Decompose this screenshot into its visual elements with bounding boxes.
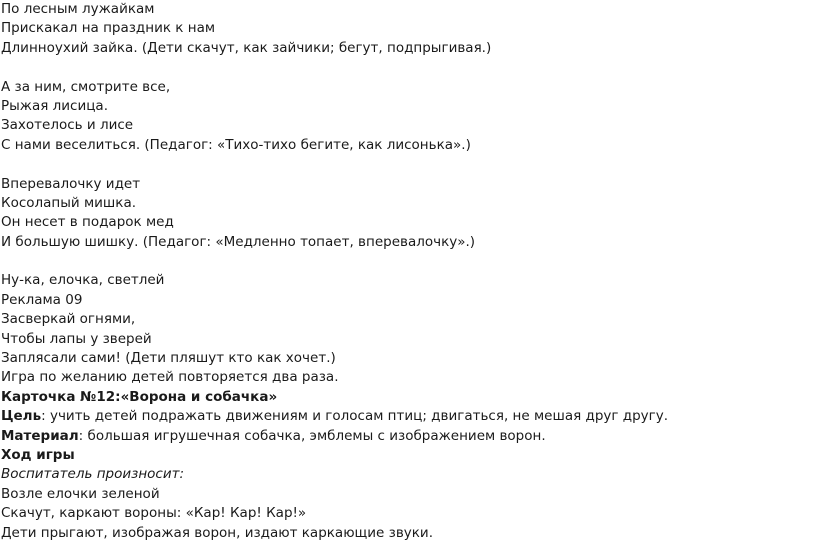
text-line: Длинноухий зайка. (Дети скачут, как зайчики; бегут, подпрыгивая.) [1,39,492,56]
text-line: Косолапый мишка. [1,194,137,211]
stanza-fox [0,78,816,156]
game-card [0,388,816,543]
text-line: Чтобы лапы у зверей [1,330,152,347]
material-text: : большая игрушечная собачка, эмблемы с изображением ворон. [78,427,546,444]
stanza-tree [0,271,816,387]
text-line: Игра по желанию детей повторяется два раза. [1,369,339,386]
material-label: Материал [1,427,79,444]
text-line: Ну-ка, елочка, светлей [1,272,165,289]
stanza-gap [0,155,816,174]
text-line: Прискакал на праздник к нам [1,20,216,37]
text-line: Рыжая лисица. [1,97,108,114]
text-line: Дети прыгают, изображая ворон, издают каркающие звуки. [1,524,433,541]
text-line: Возле елочки зеленой [1,485,160,502]
text-line: И большую шишку. (Педагог: «Медленно топает, вперевалочку».) [1,233,476,250]
stanza-bear [0,175,816,253]
procedure-heading: Ход игры [1,446,75,463]
stanza-gap [0,252,816,271]
text-line: Скачут, каркают вороны: «Кар! Кар! Кар!» [1,505,307,522]
card-title: Карточка №12:«Ворона и собачка» [1,388,278,405]
text-line: С нами веселиться. (Педагог: «Тихо-тихо бегите, как лисонька».) [1,136,471,153]
text-line: Заплясали сами! (Дети пляшут кто как хочет.) [1,350,336,367]
text-line: Засверкай огнями, [1,311,136,328]
text-line: А за ним, смотрите все, [1,78,171,95]
stanza-hare [0,0,816,58]
ad-line: Реклама 09 [1,291,83,308]
stanza-gap [0,58,816,77]
text-line: По лесным лужайкам [1,1,155,17]
goal-text: : учить детей подражать движениям и голосам птиц; двигаться, не мешая друг другу. [41,408,669,425]
text-line: Захотелось и лисе [1,117,134,134]
text-line: Он несет в подарок мед [1,214,174,231]
goal-label: Цель [1,408,42,425]
teacher-says: Воспитатель произносит: [1,466,185,483]
card-goal [0,407,816,426]
text-line: Вперевалочку идет [1,175,141,192]
card-material [0,427,816,446]
